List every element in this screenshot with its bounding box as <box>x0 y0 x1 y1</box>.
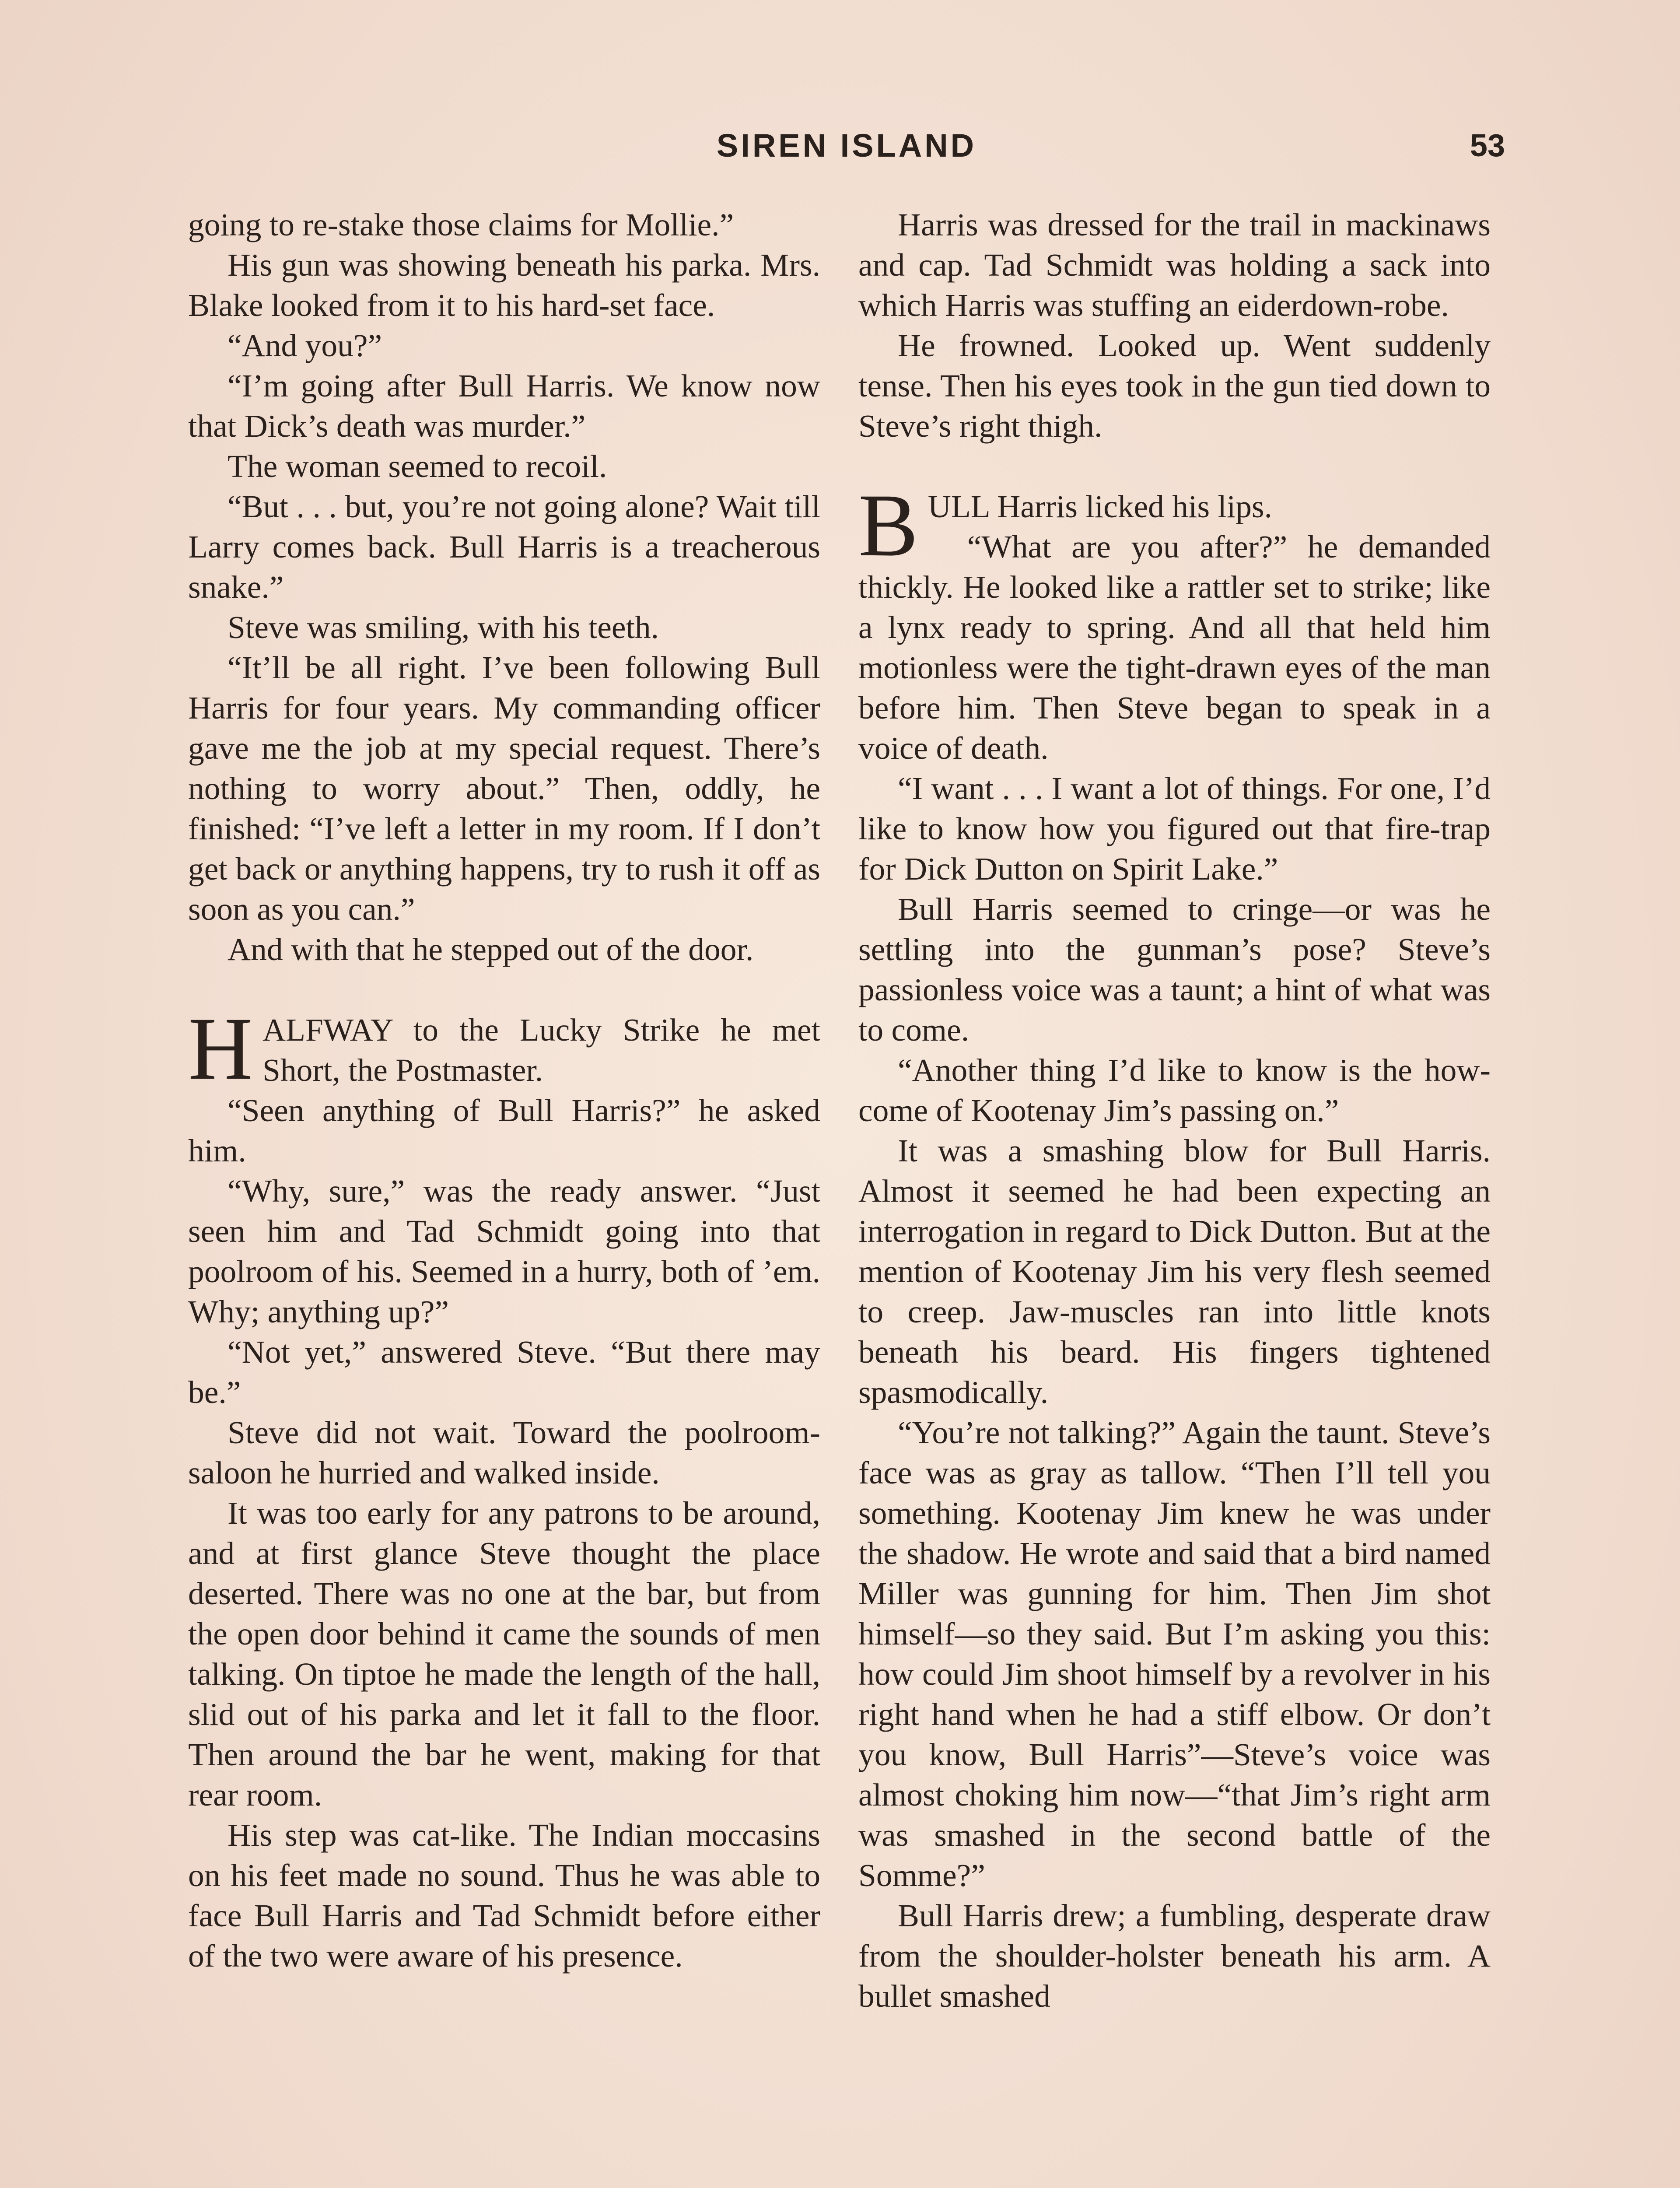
paragraph: “I’m going after Bull Harris. We know now that Dick’s death was murder.” <box>188 368 820 444</box>
right-column <box>858 205 1491 2016</box>
paragraph: Steve was smiling, with his teeth. <box>228 610 659 645</box>
paragraph: going to re-stake those claims for Mollie.” <box>188 207 734 242</box>
paragraph: The woman seemed to recoil. <box>228 449 607 484</box>
lead-text: ALFWAY to the Lucky Strike he met Short, the Postmaster. <box>262 1012 820 1088</box>
paragraph: It was too early for any patrons to be around, and at first glance Steve thought the place deserted. There was no one at the bar, but from the open door behind it came the sounds of men talking. On tiptoe he made the length of the hall, slid out of his parka and let it fall to the floor. Then around the bar he went, making for that rear room. <box>188 1495 820 1813</box>
lead-text: ULL Harris licked his lips. <box>928 489 1272 524</box>
paragraph: His step was cat-like. The Indian moccasins on his feet made no sound. Thus he was able to face Bull Harris and Tad Schmidt before either of the two were aware of his presence. <box>188 1817 820 1974</box>
paragraph: It was a smashing blow for Bull Harris. Almost it seemed he had been expecting an interrogation in regard to Dick Dutton. But at the mention of Kootenay Jim his very flesh seemed to creep. Jaw-muscles ran into little knots beneath his beard. His fingers tightened spasmodically. <box>858 1133 1491 1410</box>
paragraph: He frowned. Looked up. Went suddenly tense. Then his eyes took in the gun tied down to Steve’s right thigh. <box>858 328 1491 444</box>
paragraph: Bull Harris seemed to cringe—or was he settling into the gunman’s pose? Steve’s passionless voice was a taunt; a hint of what was to come. <box>858 891 1491 1048</box>
left-column <box>188 205 820 1976</box>
paragraph: “I want . . . I want a lot of things. For one, I’d like to know how you figured out that fire-trap for Dick Dutton on Spirit Lake.” <box>858 771 1491 887</box>
paragraph: Harris was dressed for the trail in mackinaws and cap. Tad Schmidt was holding a sack into which Harris was stuffing an eiderdown-robe. <box>858 207 1491 323</box>
paragraph: Steve did not wait. Toward the poolroom-saloon he hurried and walked inside. <box>188 1415 820 1490</box>
paragraph: “It’ll be all right. I’ve been following Bull Harris for four years. My commanding officer gave me the job at my special request. There’s nothing to worry about.” Then, oddly, he finished: “I’ve left a letter in my room. If I don’t get back or anything happens, try to rush it off as soon as you can.” <box>188 650 820 927</box>
drop-cap: H <box>188 999 253 1098</box>
paragraph: “But . . . but, you’re not going alone? Wait till Larry comes back. Bull Harris is a treacherous snake.” <box>188 489 820 605</box>
paragraph: Bull Harris drew; a fumbling, desperate draw from the shoulder-holster beneath his arm. A bullet smashed <box>858 1898 1491 2014</box>
paragraph: His gun was showing beneath his parka. Mrs. Blake looked from it to his hard-set face. <box>188 247 820 323</box>
section-lead-paragraph <box>858 476 1491 575</box>
drop-cap: B <box>858 476 918 575</box>
paragraph: And with that he stepped out of the door. <box>228 932 754 967</box>
paragraph: “Not yet,” answered Steve. “But there may be.” <box>188 1334 820 1410</box>
page-header <box>188 122 1505 170</box>
section-lead-paragraph <box>188 999 820 1098</box>
paragraph: “And you?” <box>228 328 382 363</box>
paragraph: “You’re not talking?” Again the taunt. Steve’s face was as gray as tallow. “Then I’ll tell you something. Kootenay Jim knew he was under the shadow. He wrote and said that a bird named Miller was gunning for him. Then Jim shot himself—so they said. But I’m asking you this: how could Jim shoot himself by a revolver in his right hand when he had a stiff elbow. Or don’t you know, Bull Harris”—Steve’s voice was almost choking him now—“that Jim’s right arm was smashed in the second battle of the Somme?” <box>858 1415 1491 1893</box>
running-title: SIREN ISLAND <box>716 127 977 164</box>
paragraph: “Another thing I’d like to know is the how-come of Kootenay Jim’s passing on.” <box>858 1052 1491 1128</box>
page-number: 53 <box>1470 128 1505 163</box>
paragraph: “Seen anything of Bull Harris?” he asked him. <box>188 1093 820 1168</box>
paragraph: “What are you after?” he demanded thickly. He looked like a rattler set to strike; like a lynx ready to spring. And all that held him motionless were the tight-drawn eyes of the man before him. Then Steve began to speak in a voice of death. <box>858 529 1491 766</box>
paragraph: “Why, sure,” was the ready answer. “Just seen him and Tad Schmidt going into that poolroom of his. Seemed in a hurry, both of ’em. Why; anything up?” <box>188 1173 820 1329</box>
